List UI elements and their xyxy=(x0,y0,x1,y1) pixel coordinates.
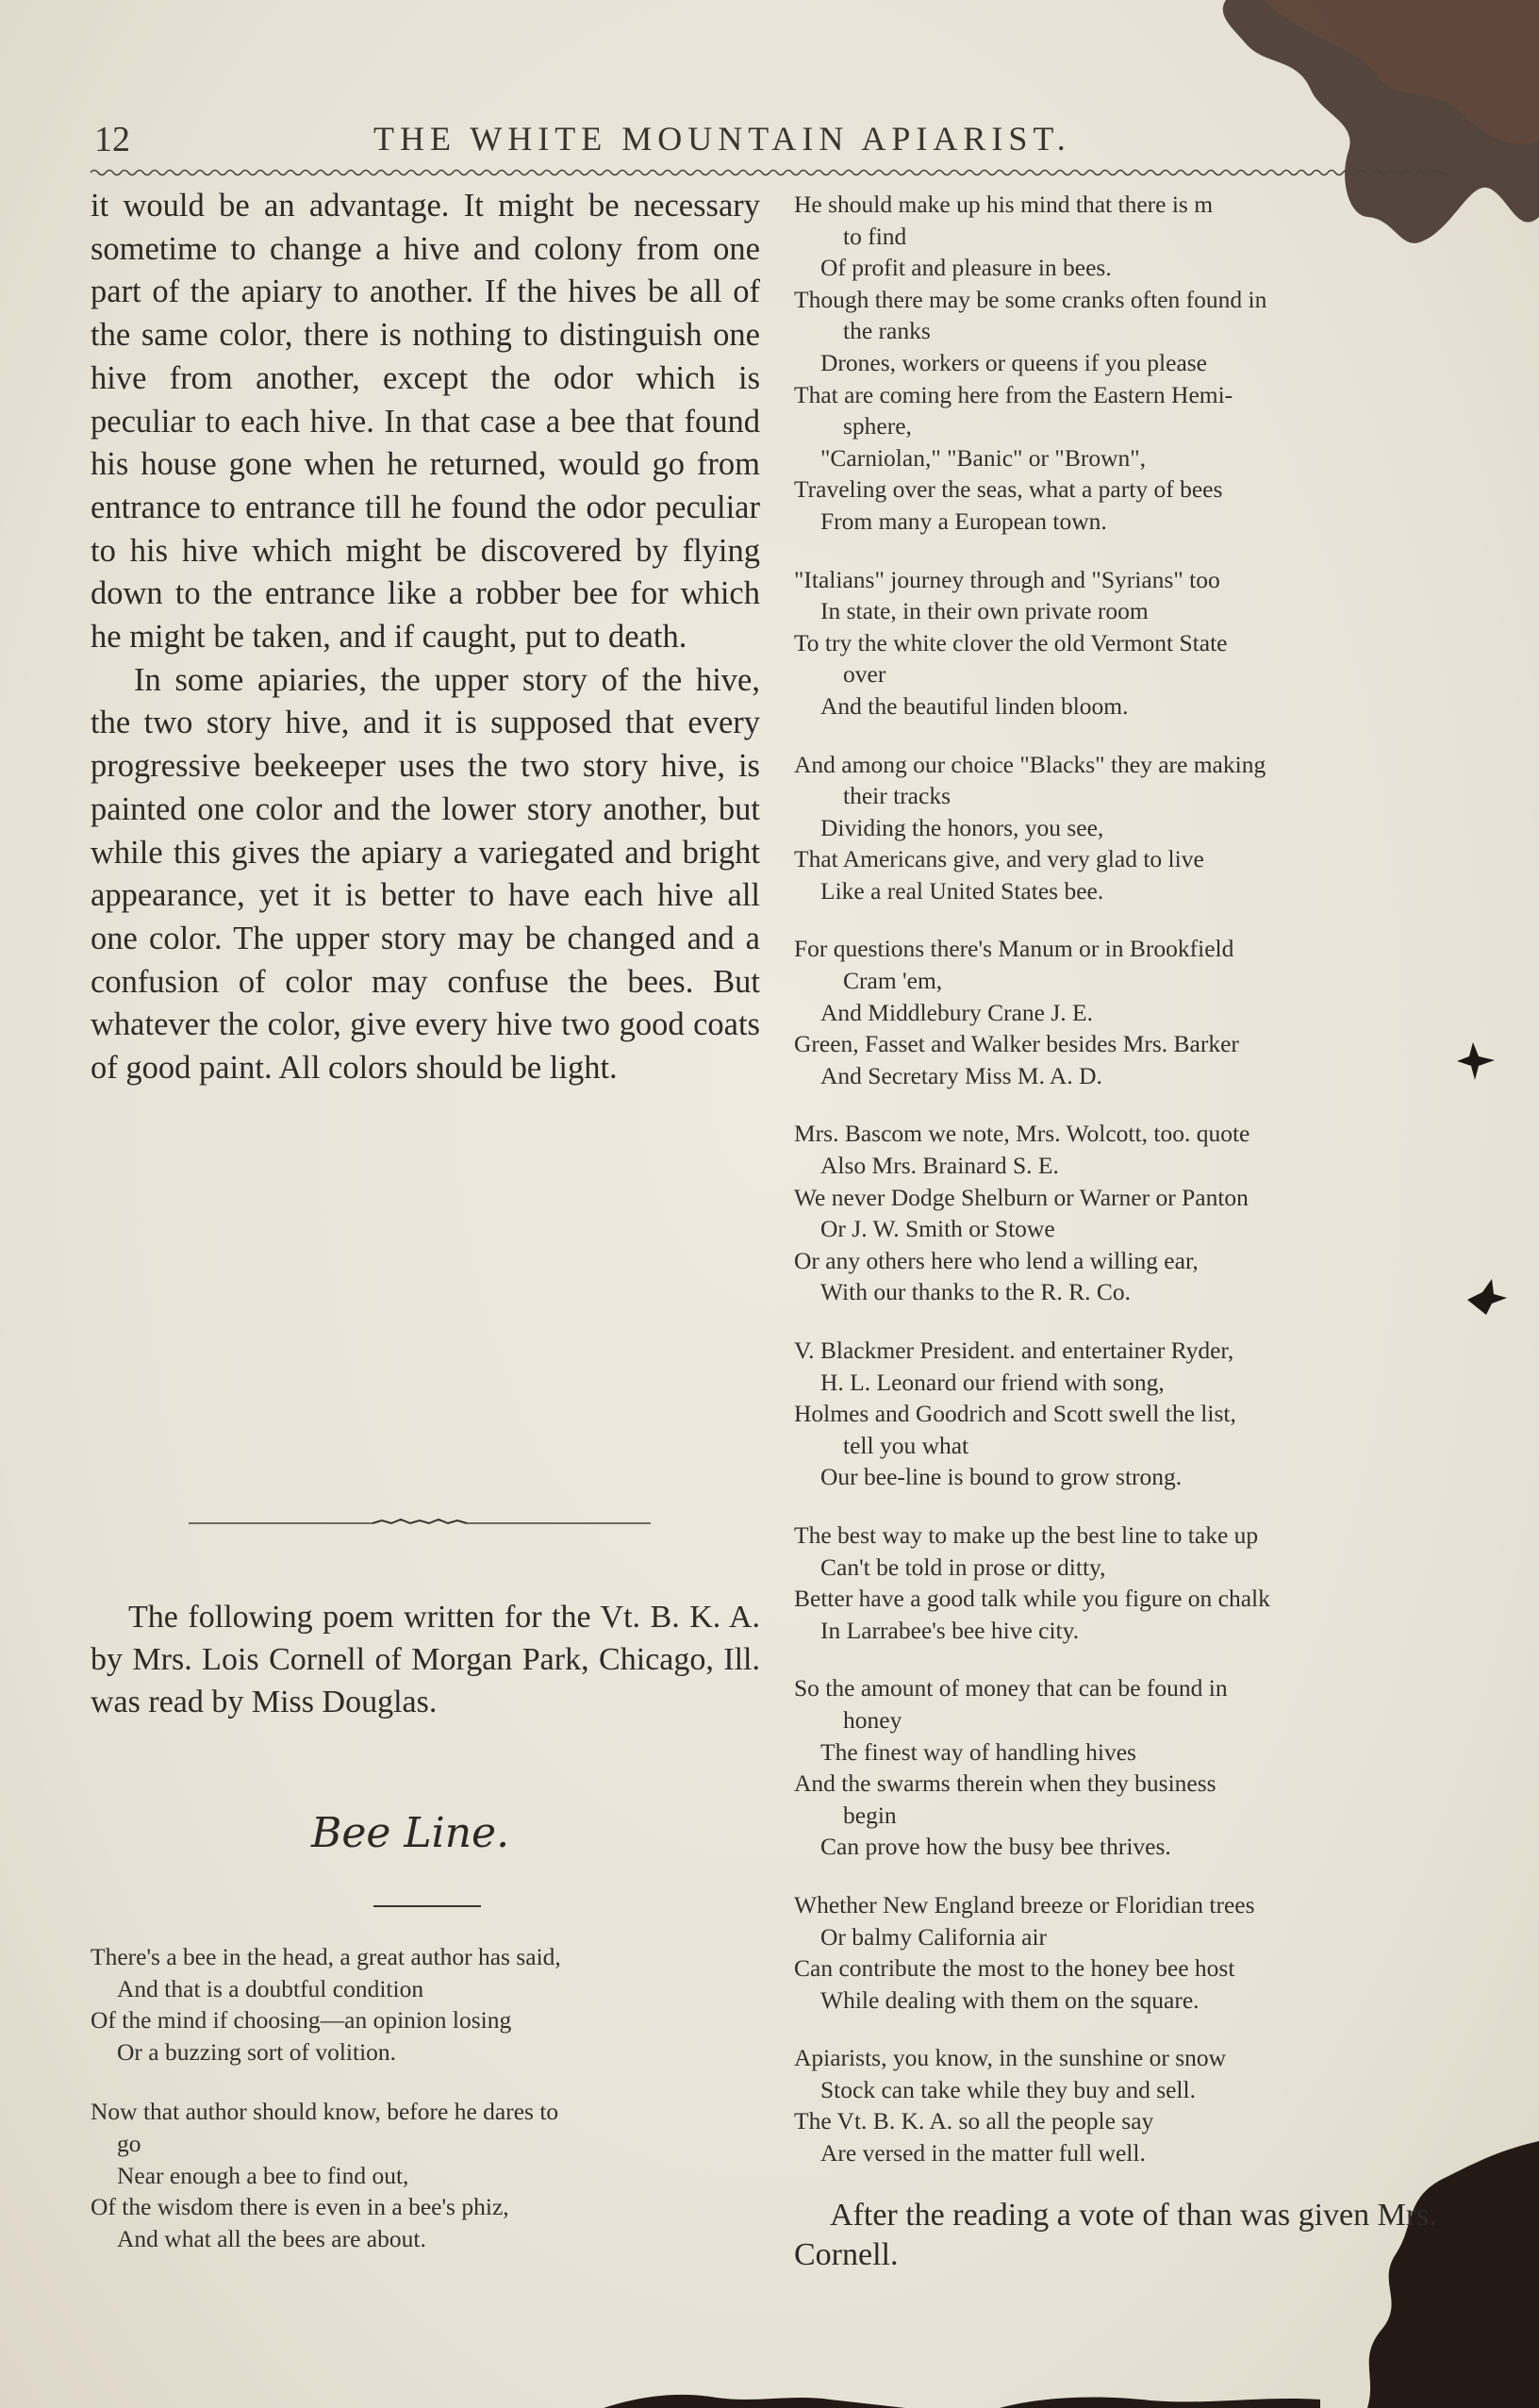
poem-line: Of the wisdom there is even in a bee's phiz, xyxy=(91,2193,509,2221)
poem-stanza xyxy=(794,564,1473,722)
poem-line: Holmes and Goodrich and Scott swell the list, xyxy=(794,1400,1236,1428)
poem-line: He should make up his mind that there is m xyxy=(794,191,1214,218)
poem-stanza xyxy=(794,749,1473,907)
poem-line: sphere, xyxy=(843,412,912,440)
poem-line: Near enough a bee to find out, xyxy=(117,2161,409,2189)
poem-line: And the beautiful linden bloom. xyxy=(820,691,1129,720)
poem-stanza xyxy=(794,2042,1473,2168)
poem-line: And Secretary Miss M. A. D. xyxy=(820,1061,1102,1089)
poem-line: And among our choice "Blacks" they are making xyxy=(794,750,1266,778)
header-wavy-rule xyxy=(91,166,1448,179)
poem-line: Of the mind if choosing—an opinion losing xyxy=(91,2006,512,2034)
poem-line: The finest way of handling hives xyxy=(820,1737,1136,1766)
poem-stanza xyxy=(794,1118,1473,1308)
poem-line: Better have a good talk while you figure on chalk xyxy=(794,1585,1270,1613)
page-header xyxy=(91,111,1448,168)
poem-line: Like a real United States bee. xyxy=(820,876,1104,905)
poem-line: With our thanks to the R. R. Co. xyxy=(820,1278,1132,1306)
poem-right-column xyxy=(794,189,1473,2169)
poem-line: From many a European town. xyxy=(820,507,1107,535)
poem-line: Now that author should know, before he dares to xyxy=(91,2098,559,2126)
poem-line: Stock can take while they buy and sell. xyxy=(820,2075,1196,2103)
poem-line: Or any others here who lend a willing ear, xyxy=(794,1246,1199,1274)
poem-line: And the swarms therein when they business xyxy=(794,1769,1216,1798)
poem-line: Cram 'em, xyxy=(843,967,943,995)
poem-line: Dividing the honors, you see, xyxy=(820,813,1104,841)
poem-line: Whether New England breeze or Floridian trees xyxy=(794,1890,1255,1918)
poem-line: Though there may be some cranks often found in xyxy=(794,285,1267,313)
poem-line: the ranks xyxy=(843,317,931,345)
poem-line: Also Mrs. Brainard S. E. xyxy=(820,1152,1059,1180)
poem-line: go xyxy=(117,2129,141,2157)
poem-stanza xyxy=(794,1335,1473,1493)
poem-stanza xyxy=(91,2096,770,2254)
poem-line: So the amount of money that can be found in xyxy=(794,1674,1228,1702)
poem-line: There's a bee in the head, a great author has said, xyxy=(91,1943,561,1970)
poem-introduction: The following poem written for the Vt. B. K. A. by Mrs. Lois Cornell of Morgan Park, Chicago, Ill. was read by Miss Douglas. xyxy=(91,1600,760,1719)
poem-title-rule xyxy=(373,1905,481,1907)
poem-line: In state, in their own private room xyxy=(820,597,1149,625)
poem-line: "Italians" journey through and "Syrians" too xyxy=(794,565,1220,593)
poem-stanza xyxy=(794,1672,1473,1863)
poem-title: Bee Line. xyxy=(311,1809,510,1857)
article-paragraph-1: it would be an advantage. It might be necessary sometime to change a hive and colony from one part of the apiary to another. If the hives be all of the same color, there is nothing to distinguish one hive from another, except the odor which is peculiar to each hive. In that case a bee that found his house gone when he returned, would go from entrance to entrance till he found the odor peculiar to his hive which might be discovered by flying down to the entrance like a robber bee for which he might be taken, and if caught, put to death. xyxy=(91,188,760,656)
page-number: 12 xyxy=(94,120,130,159)
right-column xyxy=(794,189,1473,2275)
article-paragraph-2: In some apiaries, the upper story of the hive, the two story hive, and it is supposed that every progressive beekeeper uses the two story hive, is painted one color and the lower story another, but while this gives the apiary a variegated and bright appearance, yet it is better to have each hive all one color. The upper story may be changed and a confusion of color may confuse the bees. But whatever the color, give every hive two good coats of good paint. All colors should be light. xyxy=(91,661,760,1087)
section-divider xyxy=(189,1519,651,1528)
poem-line: And that is a doubtful condition xyxy=(117,1974,424,2002)
closing-note: After the reading a vote of than was given Mrs. Cornell. xyxy=(794,2197,1437,2272)
poem-line: Can't be told in prose or ditty, xyxy=(820,1553,1106,1581)
poem-line: Drones, workers or queens if you please xyxy=(820,348,1208,376)
poem-line: their tracks xyxy=(843,782,951,810)
poem-line: Our bee-line is bound to grow strong. xyxy=(820,1463,1183,1491)
poem-stanza xyxy=(794,933,1473,1091)
poem-line: The best way to make up the best line to take up xyxy=(794,1520,1259,1549)
poem-line: Traveling over the seas, what a party of bees xyxy=(794,475,1223,504)
poem-line: Can prove how the busy bee thrives. xyxy=(820,1833,1171,1861)
poem-line: Mrs. Bascom we note, Mrs. Wolcott, too. quote xyxy=(794,1120,1250,1148)
poem-line: Green, Fasset and Walker besides Mrs. Barker xyxy=(794,1030,1239,1058)
poem-stanza xyxy=(794,189,1473,538)
poem-line: "Carniolan," "Banic" or "Brown", xyxy=(820,443,1147,472)
poem-stanza xyxy=(794,1520,1473,1646)
poem-line: For questions there's Manum or in Brookfield xyxy=(794,935,1234,963)
poem-line: Can contribute the most to the honey bee host xyxy=(794,1954,1235,1983)
poem-line: to find xyxy=(843,222,907,250)
paper-stain-bottom-edge xyxy=(604,2358,1320,2408)
poem-line: And what all the bees are about. xyxy=(117,2224,426,2252)
poem-line: Or J. W. Smith or Stowe xyxy=(820,1215,1055,1243)
left-column xyxy=(91,185,760,1090)
poem-line: tell you what xyxy=(843,1431,969,1459)
poem-stanza xyxy=(794,1889,1473,2016)
poem-line: V. Blackmer President. and entertainer Ryder, xyxy=(794,1337,1234,1364)
poem-line: We never Dodge Shelburn or Warner or Panton xyxy=(794,1183,1249,1211)
poem-line: That are coming here from the Eastern Hemi- xyxy=(794,380,1233,408)
poem-line: Of profit and pleasure in bees. xyxy=(820,254,1112,282)
poem-line: That Americans give, and very glad to live xyxy=(794,845,1204,873)
poem-line: And Middlebury Crane J. E. xyxy=(820,998,1093,1026)
poem-left-column xyxy=(91,1941,770,2283)
poem-line: In Larrabee's bee hive city. xyxy=(820,1616,1080,1644)
poem-line: Apiarists, you know, in the sunshine or snow xyxy=(794,2044,1227,2072)
poem-line: The Vt. B. K. A. so all the people say xyxy=(794,2107,1154,2135)
poem-line: Are versed in the matter full well. xyxy=(820,2139,1146,2167)
poem-line: Or balmy California air xyxy=(820,1922,1048,1951)
poem-stanza xyxy=(91,1941,770,2068)
poem-line: over xyxy=(843,660,886,689)
poem-line: To try the white clover the old Vermont State xyxy=(794,628,1228,656)
poem-line: While dealing with them on the square. xyxy=(820,1985,1200,2014)
poem-line: honey xyxy=(843,1705,902,1734)
poem-line: H. L. Leonard our friend with song, xyxy=(820,1368,1165,1396)
poem-line: begin xyxy=(843,1801,897,1829)
masthead-title: THE WHITE MOUNTAIN APIARIST. xyxy=(373,120,1071,158)
poem-line: Or a buzzing sort of volition. xyxy=(117,2037,397,2066)
